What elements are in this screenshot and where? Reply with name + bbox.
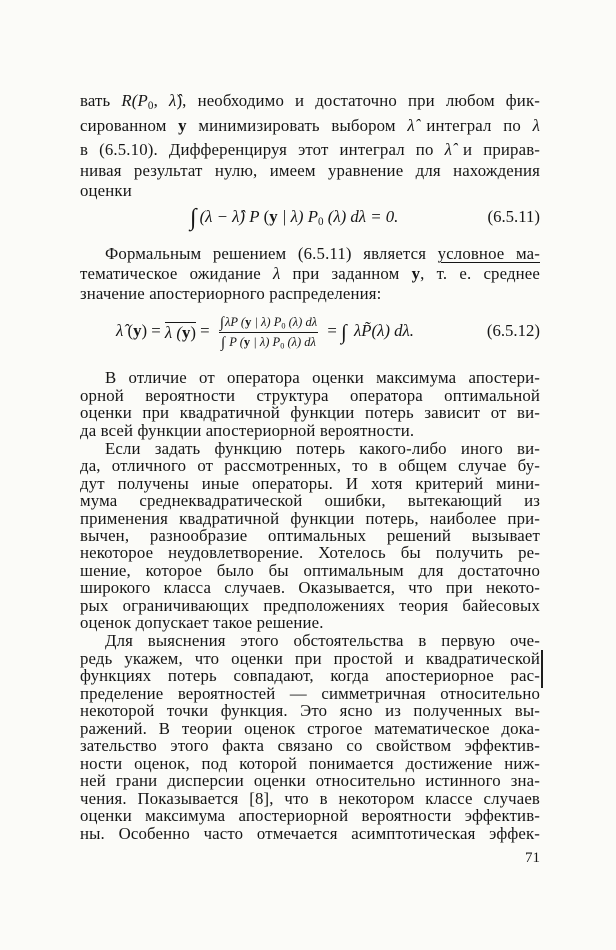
math-segment: P ( (226, 334, 244, 349)
text-segment: интеграл по (414, 116, 533, 135)
text-line: пределение вероятностей — симметричная относительно (80, 683, 540, 703)
bold-vector-y: y (411, 264, 421, 283)
hat-lambda: λ̂ (116, 321, 124, 340)
subscript: 0 (147, 100, 154, 113)
text-line: функциях потерь совпадают, когда апостериорное рас- (80, 666, 540, 685)
text-line (80, 244, 540, 264)
fraction-numerator (218, 314, 319, 332)
equation-6-5-12 (0, 308, 616, 354)
margin-mark (541, 650, 543, 688)
text-line (80, 113, 540, 138)
underlined-text: условное ма- (437, 244, 540, 263)
integral-sign: ∫ (340, 320, 347, 344)
text-line (80, 138, 540, 161)
bold-vector-y: y (181, 323, 191, 343)
fraction (218, 314, 319, 351)
paragraph (80, 632, 540, 842)
text-segment: в (6.5.10). Дифференцируя этот интеграл по (80, 140, 445, 159)
bold-vector-y: y (269, 207, 278, 226)
text-segment: при заданном (280, 264, 412, 283)
text-line: да, отличного от рассмотренных, то в общем случае бу- (80, 456, 540, 476)
bold-vector-y: y (133, 321, 142, 340)
hat-lambda: λ̂ (444, 140, 452, 159)
text-line: применения квадратичной функции потерь, наиболее при- (80, 508, 540, 528)
equation-number: (6.5.11) (487, 207, 540, 226)
math-segment: (λ) dλ (284, 334, 316, 349)
text-line: ражений. В теории оценок строгое математическое дока- (80, 718, 540, 738)
math-variable: P (307, 207, 318, 226)
math-segment: = (323, 321, 341, 340)
text-segment: сированном (80, 116, 179, 135)
text-line: зательство этого факта связано со свойством эффектив- (80, 736, 540, 755)
text-line: нивая результат нулю, имеем уравнение для нахождения (80, 161, 540, 180)
text-line: В отличие от оператора оценки максимума апостери- (105, 368, 540, 387)
text-line (80, 264, 540, 284)
math-variable: λ (532, 116, 540, 135)
page-number: 71 (525, 850, 540, 866)
math-segment: ( (259, 207, 270, 226)
text-line: ней грани дисперсии оценки относительно истинного зна- (80, 771, 540, 790)
paragraph (80, 88, 540, 201)
paragraph (80, 244, 540, 304)
math-segment: ( (123, 321, 134, 340)
integral-sign: ∫ (220, 334, 226, 351)
text-line: редь укажем, что оценки при простой и квадратической (80, 648, 540, 668)
paragraph (80, 369, 540, 439)
bold-vector-y: y (178, 116, 187, 135)
text-line: оценок допускает такое решение. (80, 612, 324, 632)
text-segment: вать (80, 91, 122, 110)
math-segment: ) = (141, 321, 165, 340)
posterior-p-tilde: P̃ (361, 321, 372, 340)
text-segment: , т. е. среднее (420, 264, 540, 283)
math-segment: (λ) dλ. (371, 321, 414, 340)
math-variable: R(P (121, 91, 148, 110)
equation-formula (116, 308, 414, 355)
math-variable: λ (349, 321, 362, 340)
text-segment: минимизировать выбором (186, 116, 408, 135)
subscript: 0 (317, 216, 324, 229)
text-line: широкого класса случаев. Оказывается, что при некото- (80, 578, 540, 598)
integral-sign: ∫ (219, 314, 224, 331)
math-segment: λP ( (224, 314, 246, 329)
overlined-mean (165, 322, 196, 342)
equation-6-5-11 (0, 201, 616, 233)
math-segment: = (195, 321, 214, 340)
text-line: Если задать функцию потерь какого-либо иного ви- (105, 439, 540, 458)
text-segment: тематическое ожидание (80, 264, 273, 283)
hat-lambda: λ̂ (407, 116, 415, 135)
bold-vector-y: y (243, 334, 251, 349)
text-line: некоторое неудовлетворение. Хотелось бы получить ре- (80, 543, 540, 563)
text-line: ности оценок, под которой понимается достижение ниж- (80, 753, 540, 773)
math-segment: | λ) P (250, 334, 281, 349)
text-line: вычен, разнообразие оптимальных решений вызывает (80, 525, 540, 545)
text-line: дут получены иные операторы. И хотя критерий мини- (80, 473, 540, 493)
text-line: оценки максимума апостериорной вероятности эффектив- (80, 806, 540, 825)
hat-lambda: λ̂ (169, 91, 177, 110)
math-segment: (λ) dλ = 0. (323, 207, 399, 226)
math-variable: P (249, 207, 260, 226)
fraction-denominator (219, 332, 318, 351)
subscript: 0 (280, 340, 285, 350)
paragraph (80, 440, 540, 631)
math-segment: λ ( (164, 323, 182, 343)
text-line: мума среднеквадратической ошибки, вытекающий из (80, 491, 540, 511)
text-line: орной вероятности структура оператора оптимальной (80, 385, 540, 405)
text-line (80, 88, 540, 113)
text-line: шение, которое было бы оптимальным для достаточно (80, 560, 540, 580)
equation-formula (190, 201, 398, 234)
text-line: значение апостериорного распределения: (80, 284, 382, 303)
math-segment: ) (190, 323, 196, 343)
text-line: чения. Показывается [8], что в некотором классе случаев (80, 788, 540, 808)
text-line: рых ограничивающих предположениях теория байесовых (80, 595, 540, 615)
text-line: некоторой точки функция. Это ясно из полученных вы- (80, 701, 540, 720)
equation-number: (6.5.12) (486, 321, 540, 340)
text-segment: , (153, 91, 170, 110)
text-segment: и прирав- (451, 140, 541, 159)
text-line: Для выяснения этого обстоятельства в первую оче- (105, 631, 540, 650)
math-segment: | λ) (277, 207, 308, 226)
math-segment: | λ) P (251, 314, 282, 329)
text-segment: Формальным решением (6.5.11) является (105, 244, 438, 263)
text-line: оценки (80, 181, 132, 200)
text-line: оценки при квадратичной функции потерь зависит от ви- (80, 403, 540, 422)
bold-vector-y: y (245, 314, 252, 329)
text-line: ны. Особенно часто отмечается асимптотическая эффек- (80, 823, 540, 843)
math-segment: (λ − λ̂) (199, 207, 250, 226)
text-line: да всей функции апостериорной вероятности. (80, 420, 415, 440)
subscript: 0 (281, 320, 286, 330)
text-segment: ), необходимо и достаточно при любом фик- (176, 91, 540, 110)
math-variable: λ (272, 264, 281, 283)
integral-sign: ∫ (190, 205, 197, 231)
math-segment: (λ) dλ (285, 314, 318, 329)
